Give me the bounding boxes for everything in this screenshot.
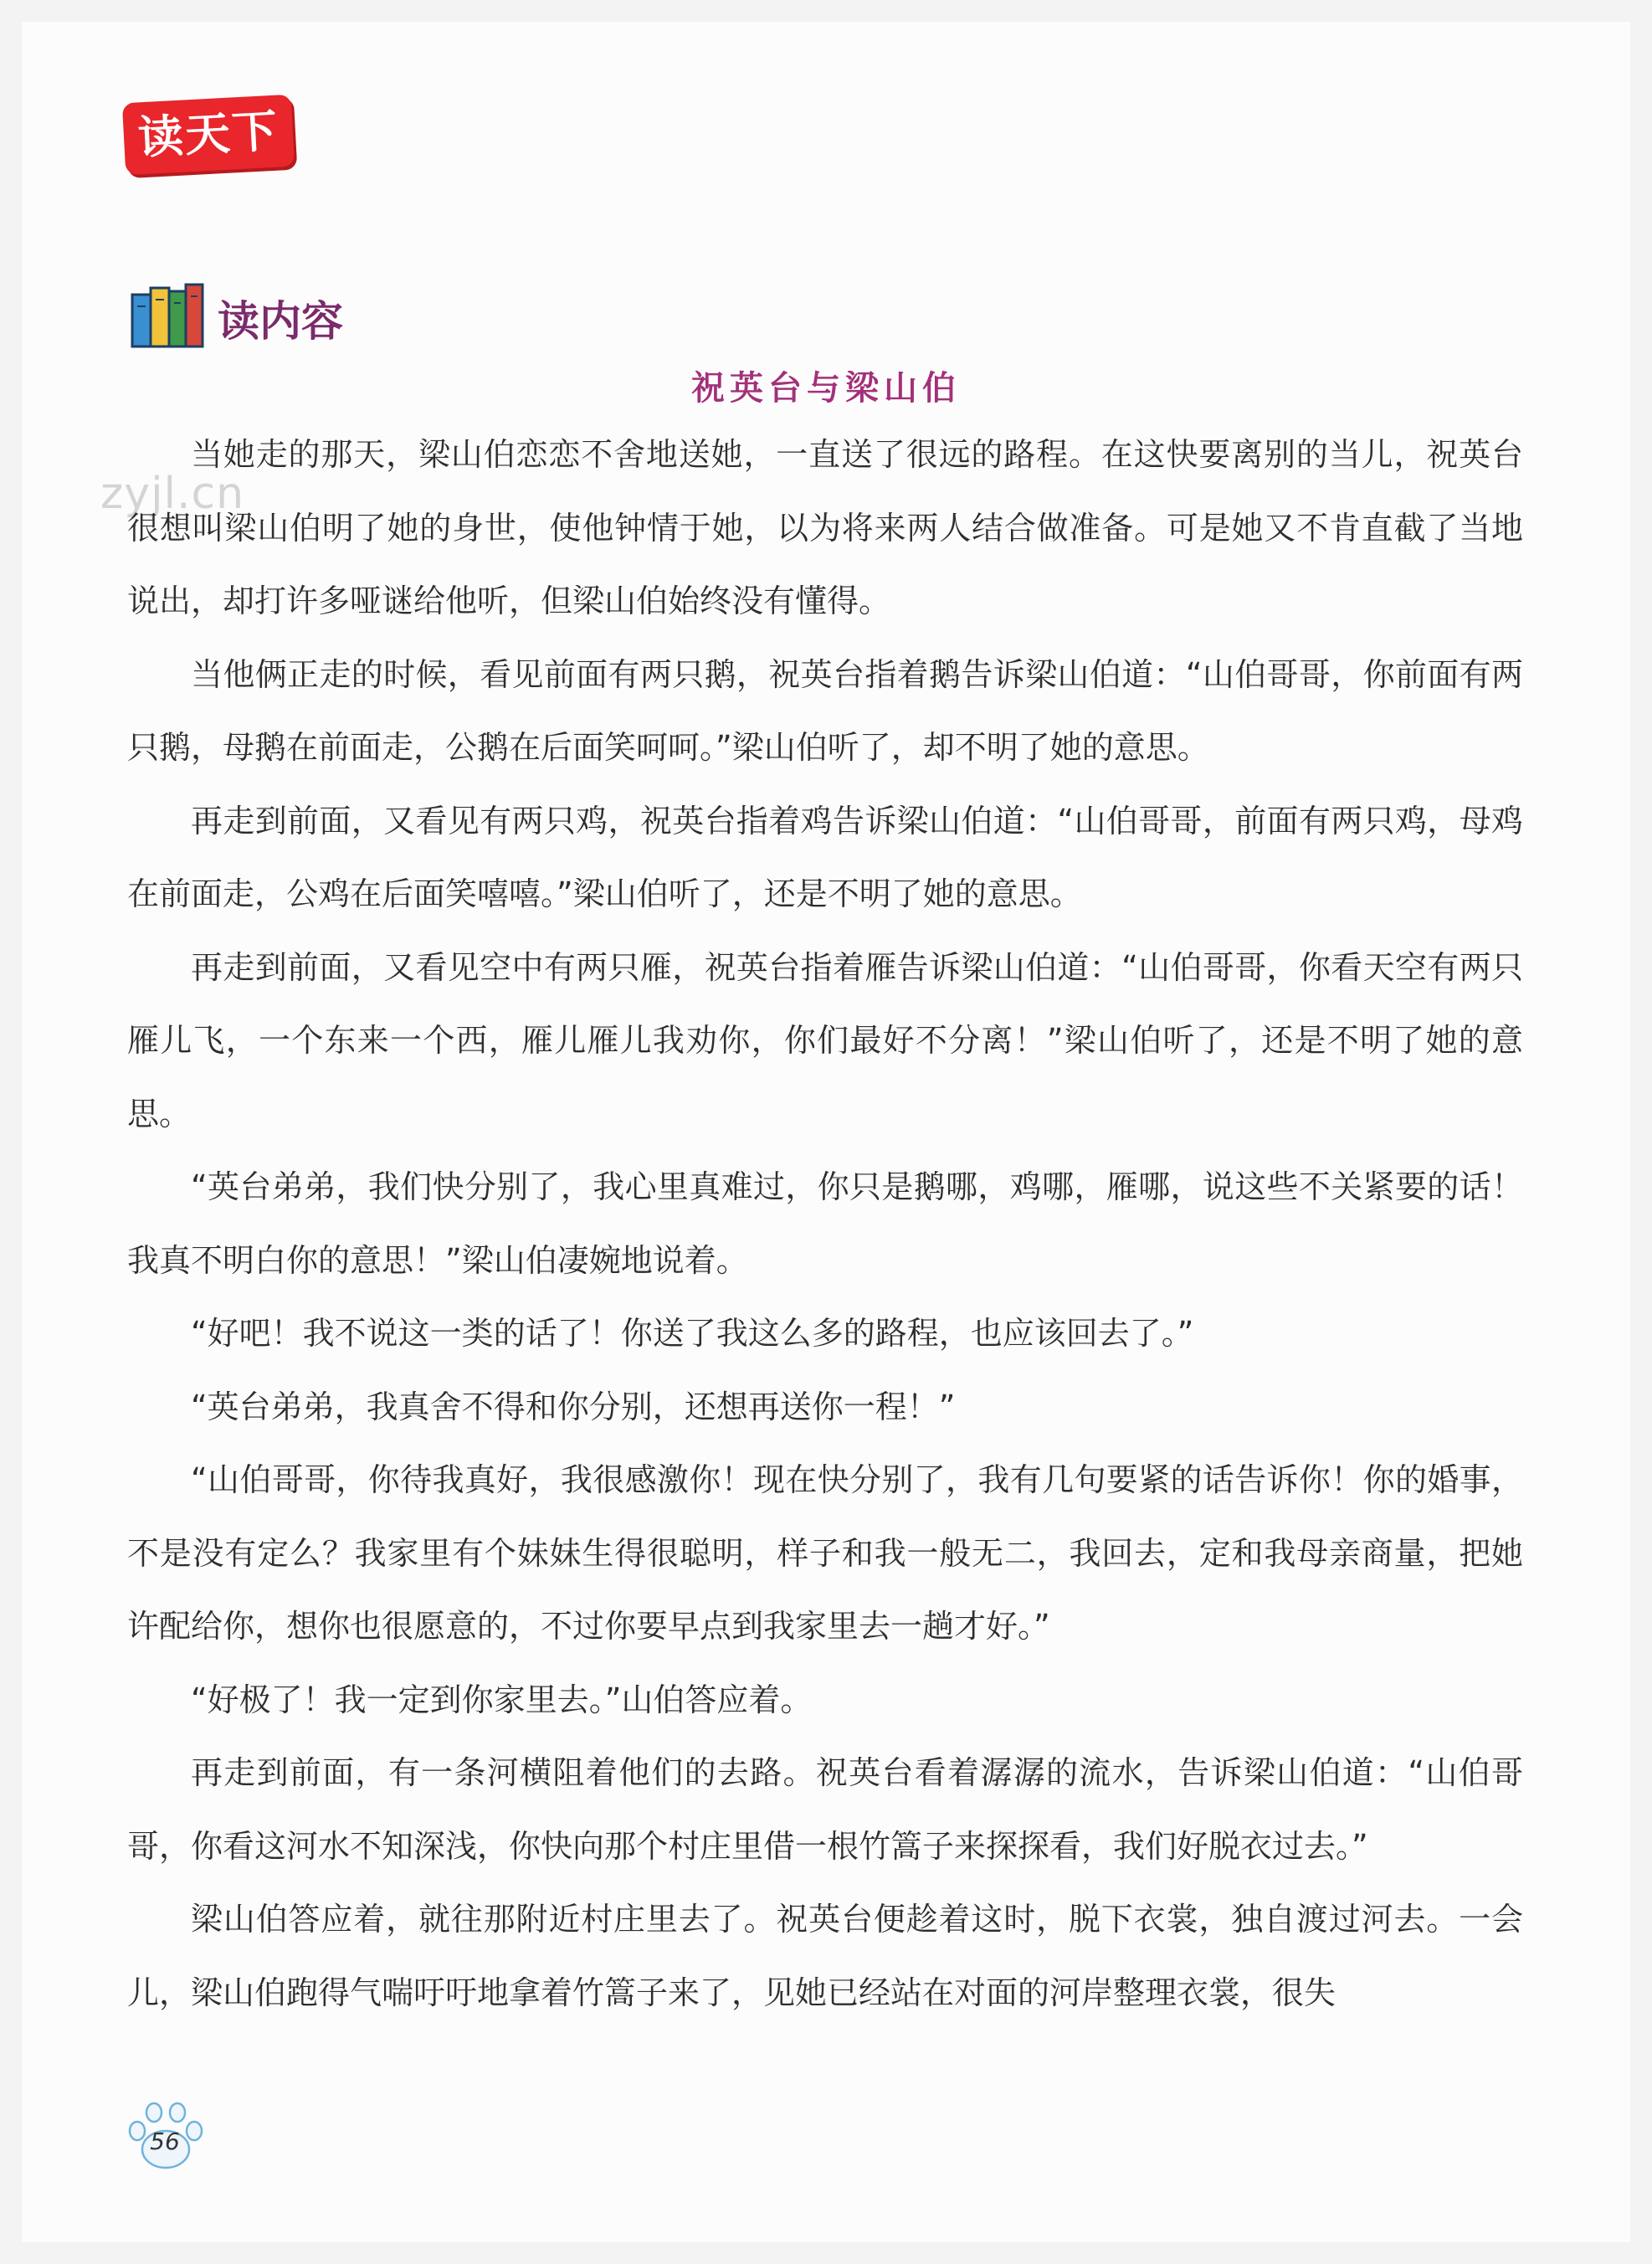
page-number: 56 (150, 2128, 180, 2155)
paragraph: “英台弟弟，我们快分别了，我心里真难过，你只是鹅哪，鸡哪，雁哪，说这些不关紧要的话！我真不明白你的意思！”梁山伯凄婉地说着。 (127, 1168, 1523, 1279)
section-title: 读内容 (218, 297, 343, 346)
paragraph: 再走到前面，有一条河横阻着他们的去路。祝英台看着潺潺的流水，告诉梁山伯道：“山伯哥哥，你看这河水不知深浅，你快向那个村庄里借一根竹篙子来探探看，我们好脱衣过去。” (127, 1754, 1523, 1865)
article-title: 祝英台与梁山伯 (691, 369, 961, 408)
paragraph: “好极了！我一定到你家里去。”山伯答应着。 (191, 1681, 813, 1718)
paragraph: 当她走的那天，梁山伯恋恋不舍地送她，一直送了很远的路程。在这快要离别的当儿，祝英台很想叫梁山伯明了她的身世，使他钟情于她，以为将来两人结合做准备。可是她又不肯直截了当地说出，却打许多哑谜给他听，但梁山伯始终没有懂得。 (127, 436, 1523, 619)
paragraph: “山伯哥哥，你待我真好，我很感激你！现在快分别了，我有几句要紧的话告诉你！你的婚事，不是没有定么？我家里有个妹妹生得很聪明，样子和我一般无二，我回去，定和我母亲商量，把她许配给你，想你也很愿意的，不过你要早点到我家里去一趟才好。” (127, 1461, 1523, 1645)
paragraph: 当他俩正走的时候，看见前面有两只鹅，祝英台指着鹅告诉梁山伯道：“山伯哥哥，你前面有两只鹅，母鹅在前面走，公鹅在后面笑呵呵。”梁山伯听了，却不明了她的意思。 (127, 655, 1523, 766)
banner (124, 99, 293, 171)
paragraph: “英台弟弟，我真舍不得和你分别，还想再送你一程！” (191, 1388, 956, 1425)
article-body (127, 418, 1523, 2030)
section-header (127, 270, 462, 362)
paragraph: 梁山伯答应着，就往那附近村庄里去了。祝英台便趁着这时，脱下衣裳，独自渡过河去。一会儿，梁山伯跑得气喘吁吁地拿着竹篙子来了，见她已经站在对面的河岸整理衣裳，很失 (127, 1901, 1523, 2011)
paragraph: 再走到前面，又看见有两只鸡，祝英台指着鸡告诉梁山伯道：“山伯哥哥，前面有两只鸡，母鸡在前面走，公鸡在后面笑嘻嘻。”梁山伯听了，还是不明了她的意思。 (127, 802, 1523, 912)
paragraph: “好吧！我不说这一类的话了！你送了我这么多的路程，也应该回去了。” (191, 1315, 1194, 1352)
banner-label: 读天下 (136, 104, 280, 165)
watermark: zyjl.cn (100, 469, 245, 519)
paragraph: 再走到前面，又看见空中有两只雁，祝英台指着雁告诉梁山伯道：“山伯哥哥，你看天空有两只雁儿飞，一个东来一个西，雁儿雁儿我劝你，你们最好不分离！”梁山伯听了，还是不明了她的意思。 (127, 948, 1523, 1132)
stacked-books-icon (127, 270, 211, 353)
